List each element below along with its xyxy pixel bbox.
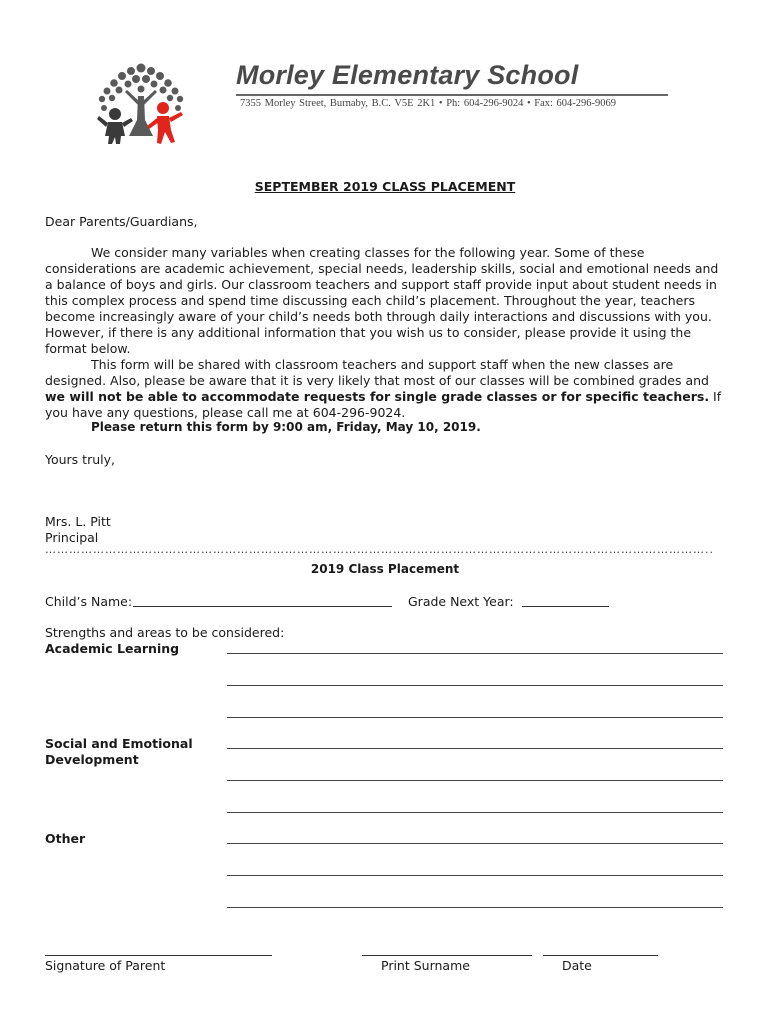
academic-learning-label: Academic Learning <box>45 641 180 656</box>
child-name-field[interactable] <box>133 606 392 607</box>
print-surname-field[interactable] <box>362 955 532 956</box>
social-line-1[interactable] <box>227 748 723 749</box>
paragraph-2-emphasis: we will not be able to accommodate requests for single grade classes or for specific teachers. <box>45 389 710 404</box>
parent-signature-field[interactable] <box>45 955 272 956</box>
social-line-2[interactable] <box>227 780 723 781</box>
strengths-label: Strengths and areas to be considered: <box>45 625 285 640</box>
signer-name: Mrs. L. Pitt <box>45 514 111 529</box>
other-line-3[interactable] <box>227 907 723 908</box>
academic-line-2[interactable] <box>227 685 723 686</box>
parent-signature-label: Signature of Parent <box>45 958 166 973</box>
social-line-3[interactable] <box>227 812 723 813</box>
date-field[interactable] <box>543 955 658 956</box>
other-line-2[interactable] <box>227 875 723 876</box>
grade-next-year-field[interactable] <box>522 606 609 607</box>
paragraph-1: We consider many variables when creating classes for the following year. Some of these considerations are academic achievement, special needs, leadership skills, social and emotional needs and a balance of boys and girls. Our classroom teachers and support staff provide input about student needs in this complex process and spend time discussing each child’s placement. Throughout the year, teachers become increasingly aware of your child’s needs both through daily interactions and discussions with you. However, if there is any additional information that you wish us to consider, please provide it using the format below. <box>45 245 719 356</box>
grade-next-year-label: Grade Next Year: <box>408 594 514 609</box>
paragraph-2-contact: If you have any questions, please call me at 604-296-9024. <box>45 389 722 420</box>
social-label-line-2: Development <box>45 752 139 767</box>
social-emotional-label <box>45 736 193 768</box>
child-name-label: Child’s Name: <box>45 594 133 609</box>
date-label: Date <box>562 958 592 973</box>
return-deadline-note: Please return this form by 9:00 am, Friday, May 10, 2019. <box>91 420 481 434</box>
other-label: Other <box>45 831 86 846</box>
academic-line-1[interactable] <box>227 653 723 654</box>
other-line-1[interactable] <box>227 843 723 844</box>
school-name: Morley Elementary School <box>236 60 579 90</box>
social-label-line-1: Social and Emotional <box>45 736 193 751</box>
academic-line-3[interactable] <box>227 717 723 718</box>
signer-title: Principal <box>45 530 99 545</box>
letter-body <box>45 245 729 421</box>
paragraph-2-text: This form will be shared with classroom teachers and support staff when the new classes are designed. Also, please be aware that it is very likely that most of our classes will be combined grades and <box>45 357 709 388</box>
letter-title: SEPTEMBER 2019 CLASS PLACEMENT <box>254 179 516 194</box>
header-divider <box>236 94 668 96</box>
closing: Yours truly, <box>45 452 115 467</box>
salutation: Dear Parents/Guardians, <box>45 214 198 229</box>
school-logo <box>95 62 187 152</box>
school-address: 7355 Morley Street, Burnaby, B.C. V5E 2K1 • Ph: 604-296-9024 • Fax: 604-296-9069 <box>240 98 617 109</box>
child-dark-icon <box>97 108 133 144</box>
paragraph-2 <box>45 357 729 421</box>
form-title: 2019 Class Placement <box>310 562 460 576</box>
cut-separator: ………………………………………………………………………………………………………………………………………………….. <box>45 543 714 556</box>
print-surname-label: Print Surname <box>381 958 470 973</box>
